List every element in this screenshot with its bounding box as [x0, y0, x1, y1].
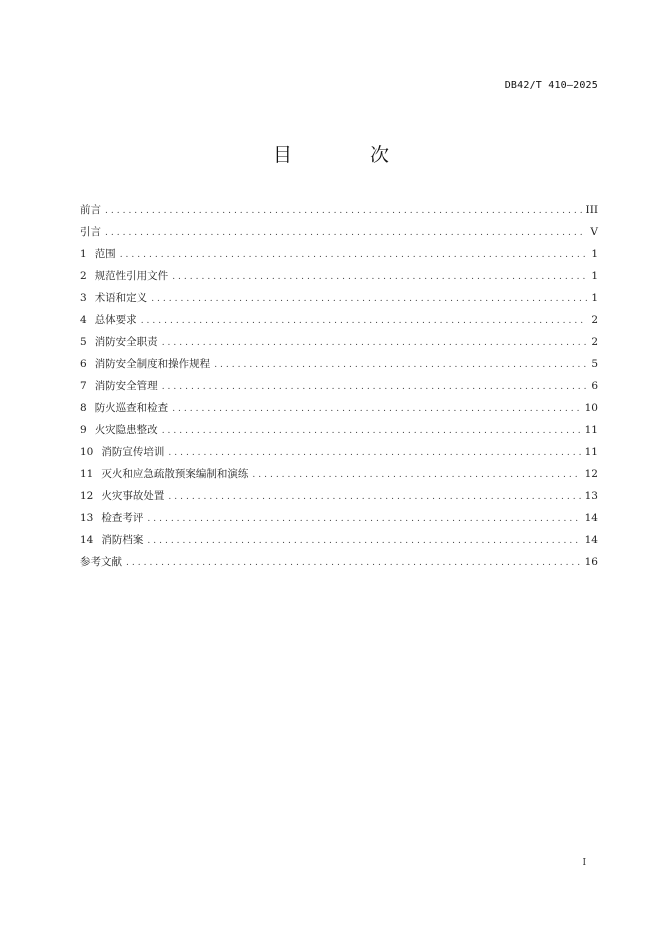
toc-entry-page: 13: [584, 490, 598, 502]
toc-dot-leader: [172, 266, 587, 288]
toc-entry-number: 5: [80, 336, 87, 348]
toc-entry-number: 12: [80, 490, 94, 502]
toc-entry-page: 2: [591, 314, 598, 326]
toc-entry-label: 消防档案: [101, 534, 144, 546]
toc-entry-page: 1: [591, 248, 598, 260]
toc-entry-number: 7: [80, 380, 87, 392]
toc-entry-page: 11: [584, 424, 598, 436]
toc-entry[interactable]: [80, 331, 598, 353]
toc-entry-number: 14: [80, 534, 94, 546]
toc-entry-number: 4: [80, 314, 87, 326]
toc-dot-leader: [162, 420, 581, 442]
toc-entry[interactable]: [80, 287, 598, 309]
toc-entry-number: 10: [80, 446, 94, 458]
toc-dot-leader: [120, 244, 588, 266]
footer-page-number: I: [582, 858, 586, 868]
toc-entry-number: 3: [80, 292, 87, 304]
toc-entry[interactable]: [80, 243, 598, 265]
toc-entry[interactable]: [80, 309, 598, 331]
toc-dot-leader: [147, 530, 580, 552]
toc-entry-page: 1: [591, 292, 598, 304]
toc-entry-label: 总体要求: [94, 314, 137, 326]
toc-entry-label: 消防安全制度和操作规程: [94, 358, 211, 370]
toc-entry-number: 13: [80, 512, 94, 524]
toc-entry[interactable]: [80, 199, 598, 221]
toc-dot-leader: [252, 464, 580, 486]
toc-entry-label: 消防宣传培训: [101, 446, 165, 458]
toc-entry-label: 防火巡查和检查: [94, 402, 169, 414]
toc-entry-page: 10: [584, 402, 598, 414]
toc-entry-label: 火灾事故处置: [101, 490, 165, 502]
toc-entry-number: 11: [80, 468, 94, 480]
toc-entry[interactable]: [80, 353, 598, 375]
toc-dot-leader: [151, 288, 587, 310]
toc-dot-leader: [105, 222, 586, 244]
toc-dot-leader: [126, 552, 581, 574]
toc-entry[interactable]: [80, 507, 598, 529]
toc-entry-label: 范围: [94, 248, 116, 260]
standard-code: DB42/T 410—2025: [504, 80, 598, 91]
toc-dot-leader: [147, 508, 580, 530]
toc-entry[interactable]: [80, 441, 598, 463]
toc-entry[interactable]: [80, 463, 598, 485]
toc-entry-number: 6: [80, 358, 87, 370]
toc-entry-label: 规范性引用文件: [94, 270, 169, 282]
toc-entry[interactable]: [80, 265, 598, 287]
toc-entry-page: 6: [591, 380, 598, 392]
toc-entry[interactable]: [80, 485, 598, 507]
toc-entry-label: 参考文献: [80, 556, 122, 568]
toc-entry-page: 12: [584, 468, 598, 480]
toc-entry[interactable]: [80, 551, 598, 573]
toc-entry-label: 火灾隐患整改: [94, 424, 158, 436]
toc-entry-number: 8: [80, 402, 87, 414]
toc-entry-label: 引言: [80, 226, 101, 238]
toc-entry-label: 灭火和应急疏散预案编制和演练: [101, 468, 249, 480]
toc-entry-page: V: [590, 226, 598, 238]
toc-entry-label: 消防安全管理: [94, 380, 158, 392]
page-title-text: 目 次: [272, 144, 426, 166]
toc-entry-number: 9: [80, 424, 87, 436]
toc-entry-page: 1: [591, 270, 598, 282]
toc-entry-label: 消防安全职责: [94, 336, 158, 348]
toc-dot-leader: [162, 332, 588, 354]
toc-entry[interactable]: [80, 397, 598, 419]
toc-dot-leader: [162, 376, 588, 398]
toc-entry-page: 2: [591, 336, 598, 348]
toc-entry[interactable]: [80, 221, 598, 243]
toc-entry-page: 5: [591, 358, 598, 370]
toc-entry[interactable]: [80, 375, 598, 397]
toc-entry-number: 2: [80, 270, 87, 282]
toc-entry-label: 术语和定义: [94, 292, 148, 304]
toc-dot-leader: [168, 486, 580, 508]
toc-entry-page: III: [585, 204, 598, 216]
toc-dot-leader: [168, 442, 580, 464]
toc-entry-page: 14: [584, 512, 598, 524]
toc-entry-label: 检查考评: [101, 512, 144, 524]
table-of-contents: [80, 199, 598, 573]
toc-dot-leader: [172, 398, 580, 420]
toc-dot-leader: [141, 310, 588, 332]
toc-entry-page: 14: [584, 534, 598, 546]
toc-entry[interactable]: [80, 419, 598, 441]
toc-dot-leader: [105, 200, 582, 222]
toc-entry[interactable]: [80, 529, 598, 551]
toc-entry-number: 1: [80, 248, 87, 260]
page-title: [0, 140, 662, 167]
toc-dot-leader: [214, 354, 587, 376]
toc-entry-page: 16: [584, 556, 598, 568]
toc-entry-label: 前言: [80, 204, 101, 216]
toc-entry-page: 11: [584, 446, 598, 458]
